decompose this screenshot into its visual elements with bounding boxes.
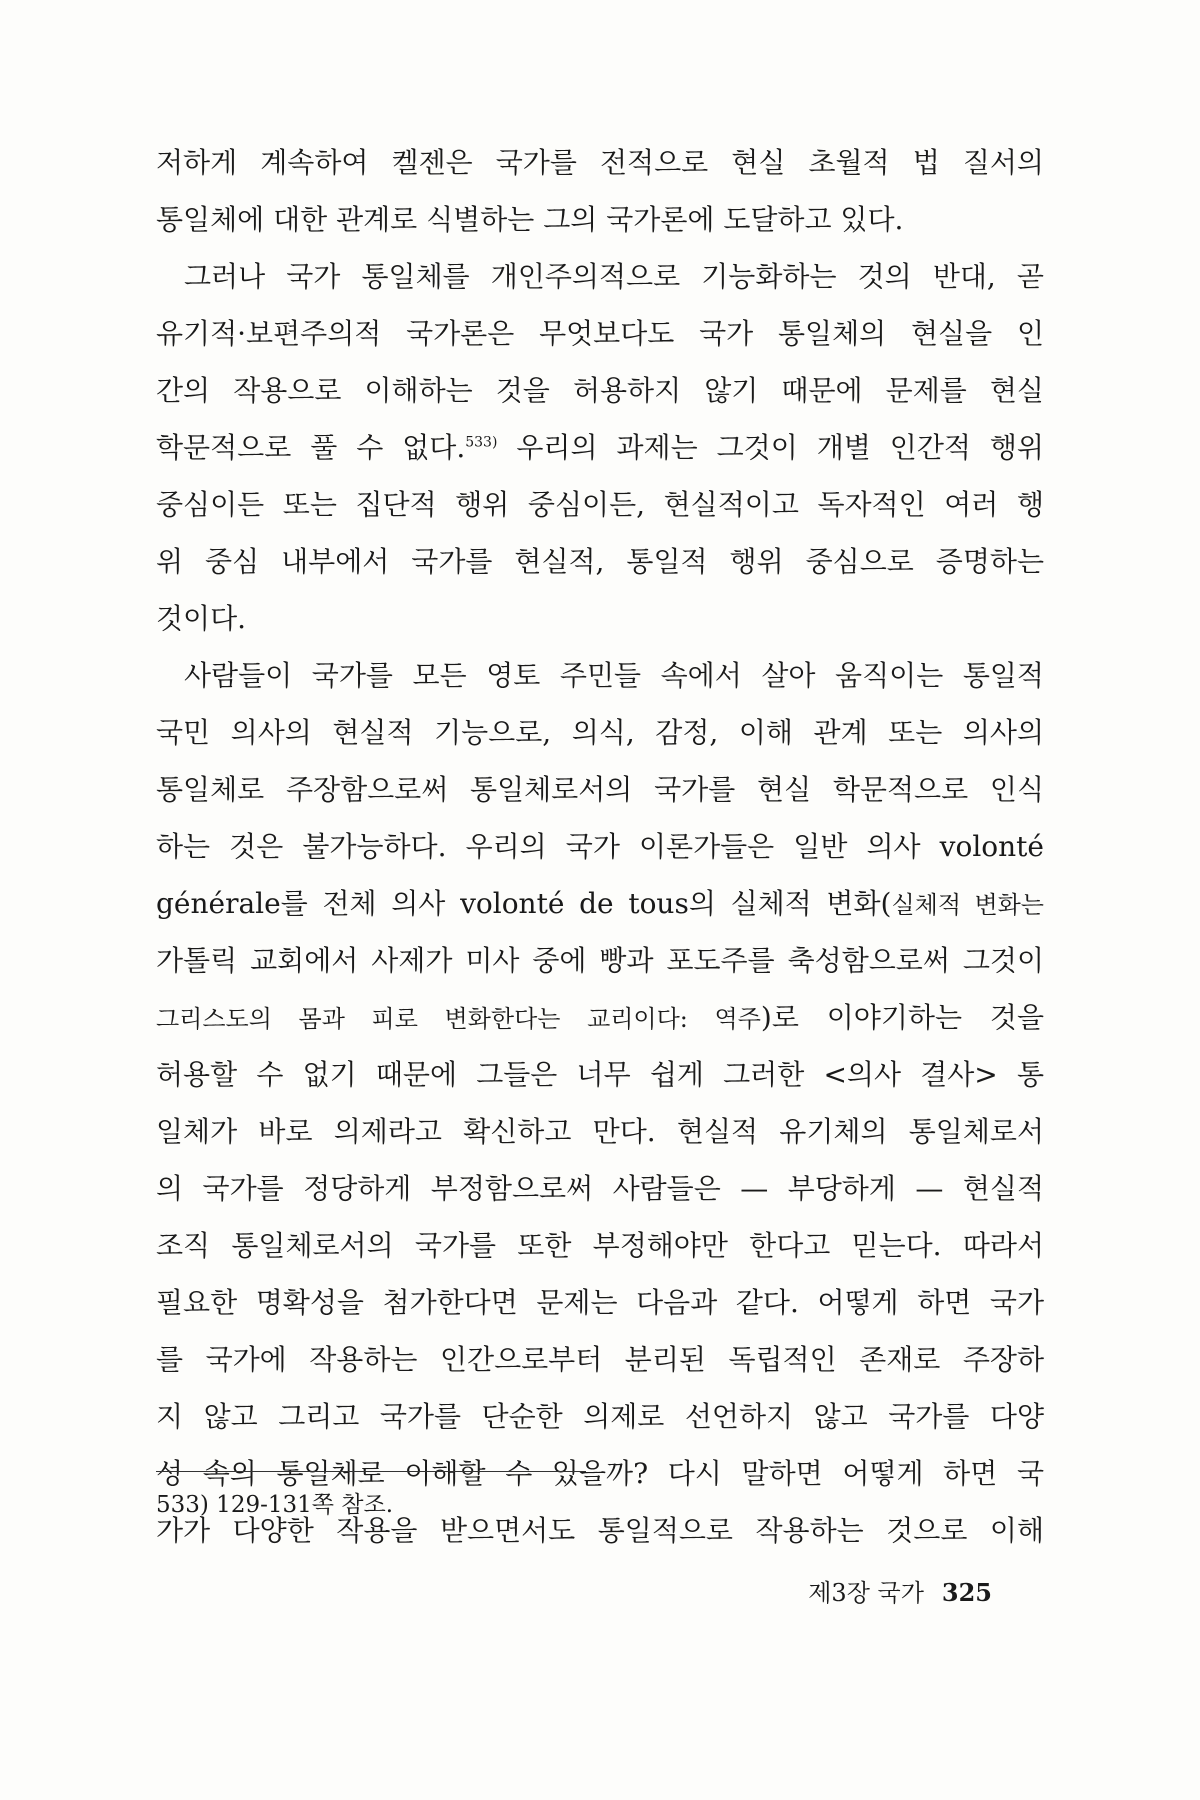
text-line: 하는 것은 불가능하다. 우리의 국가 이론가들은 일반 의사 volonté [156,830,1044,863]
text-line: 를 국가에 작용하는 인간으로부터 분리된 독립적인 존재로 주장하 [156,1343,1044,1376]
text-line: 중심이든 또는 집단적 행위 중심이든, 현실적이고 독자적인 여러 행 [156,488,1044,521]
text-segment: 우리의 과제는 그것이 개별 인간적 행위 [497,431,1044,464]
text-line: 그러나 국가 통일체를 개인주의적으로 기능화하는 것의 반대, 곧 [184,260,1044,293]
text-line: 유기적·보편주의적 국가론은 무엇보다도 국가 통일체의 현실을 인 [156,317,1044,350]
footnote: 533) 129-131쪽 참조. [156,1492,394,1518]
text-segment: générale를 전체 의사 volonté de tous의 실체적 변화( [156,887,892,920]
text-line: 것이다. [156,602,247,635]
text-line: 지 않고 그리고 국가를 단순한 의제로 선언하지 않고 국가를 다양 [156,1400,1044,1433]
body-text [156,134,1044,1559]
text-segment: 학문적으로 풀 수 없다. [156,431,466,464]
text-line: 성 속의 통일체로 이해할 수 있을까? 다시 말하면 어떻게 하면 국 [156,1457,1044,1490]
text-line: 사람들이 국가를 모든 영토 주민들 속에서 살아 움직이는 통일적 [184,659,1044,692]
text-line: 가가 다양한 작용을 받으면서도 통일적으로 작용하는 것으로 이해 [156,1514,1044,1547]
text-line: 국민 의사의 현실적 기능으로, 의식, 감정, 이해 관계 또는 의사의 [156,716,1044,749]
page-number: 325 [941,1578,992,1607]
text-line: 간의 작용으로 이해하는 것을 허용하지 않기 때문에 문제를 현실 [156,374,1044,407]
text-segment: )로 이야기하는 것을 [760,1001,1044,1034]
text-line [156,989,1044,1046]
text-line: 통일체로 주장함으로써 통일체로서의 국가를 현실 학문적으로 인식 [156,773,1044,806]
text-line: 저하게 계속하여 켈젠은 국가를 전적으로 현실 초월적 법 질서의 [156,146,1044,179]
text-line: 통일체에 대한 관계로 식별하는 그의 국가론에 도달하고 있다. [156,203,904,236]
text-line: 필요한 명확성을 첨가한다면 문제는 다음과 같다. 어떻게 하면 국가 [156,1286,1044,1319]
text-line: 일체가 바로 의제라고 확신하고 만다. 현실적 유기체의 통일체로서 [156,1115,1044,1148]
translator-note: 그리스도의 몸과 피로 변화한다는 교리이다: 역주 [156,1005,761,1033]
footnote-divider [156,1471,586,1472]
text-line: 허용할 수 없기 때문에 그들은 너무 쉽게 그러한 <의사 결사> 통 [156,1058,1044,1091]
chapter-title: 제3장 국가 [808,1579,924,1607]
running-footer [808,1575,992,1611]
text-line: 조직 통일체로서의 국가를 또한 부정해야만 한다고 믿는다. 따라서 [156,1229,1044,1262]
text-line: 위 중심 내부에서 국가를 현실적, 통일적 행위 중심으로 증명하는 [156,545,1044,578]
text-line: 의 국가를 정당하게 부정함으로써 사람들은 — 부당하게 — 현실적 [156,1172,1044,1205]
footnote-reference: 533) [465,434,498,451]
translator-note: 실체적 변화는 [891,891,1044,919]
translator-note-line: 가톨릭 교회에서 사제가 미사 중에 빵과 포도주를 축성함으로써 그것이 [156,944,1044,977]
text-line [156,419,1044,476]
text-line [156,875,1044,932]
